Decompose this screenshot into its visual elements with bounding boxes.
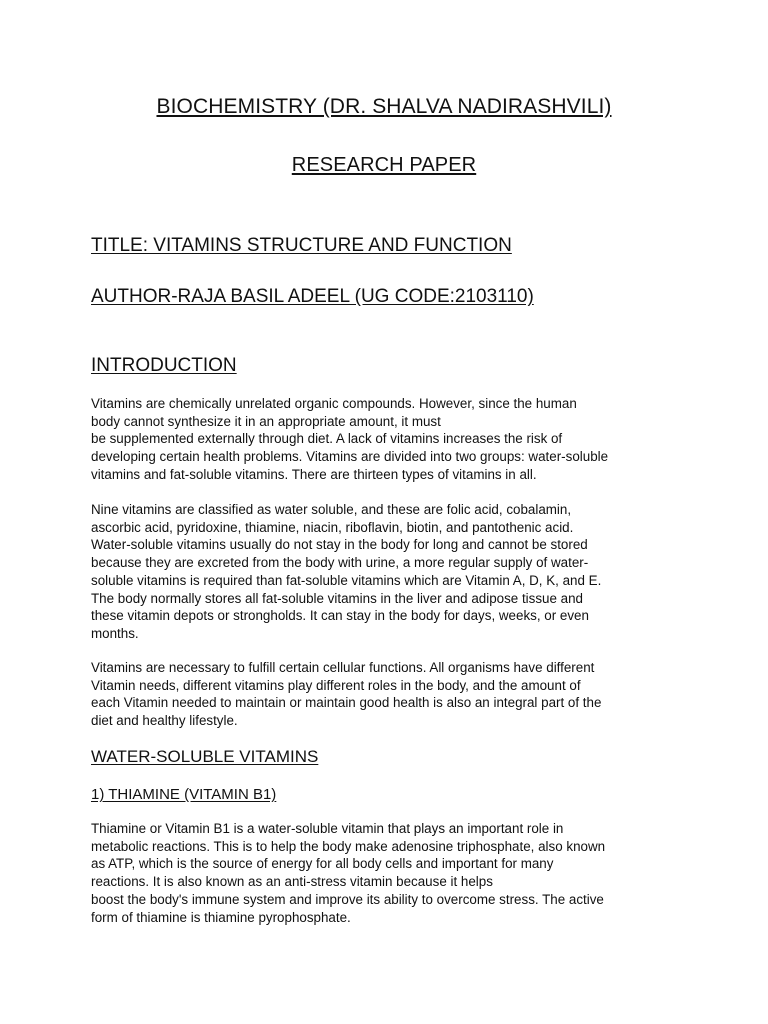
author-line: AUTHOR-RAJA BASIL ADEEL (UG CODE:2103110) xyxy=(91,286,534,307)
course-title: BIOCHEMISTRY (DR. SHALVA NADIRASHVILI) xyxy=(156,95,612,118)
text-line: ascorbic acid, pyridoxine, thiamine, niacin, riboflavin, biotin, and pantothenic acid. xyxy=(91,519,574,535)
intro-paragraph-1 xyxy=(91,395,681,484)
text-line: Vitamins are chemically unrelated organic compounds. However, since the human xyxy=(91,396,577,411)
paper-title: TITLE: VITAMINS STRUCTURE AND FUNCTION xyxy=(91,235,512,256)
text-line: Vitamins are necessary to fulfill certain cellular functions. All organisms have different xyxy=(91,660,595,675)
text-line: each Vitamin needed to maintain or maintain good health is also an integral part of the xyxy=(91,695,602,711)
introduction-heading: INTRODUCTION xyxy=(91,355,237,376)
text-line: developing certain health problems. Vitamins are divided into two groups: water-soluble xyxy=(91,449,609,465)
text-line: body cannot synthesize it in an appropriate amount, it must xyxy=(91,413,441,429)
text-line: Vitamin needs, different vitamins play different roles in the body, and the amount of xyxy=(91,677,581,693)
text-line: be supplemented externally through diet. A lack of vitamins increases the risk of xyxy=(91,431,563,447)
text-line: The body normally stores all fat-soluble vitamins in the liver and adipose tissue and xyxy=(91,590,583,606)
text-line: soluble vitamins is required than fat-soluble vitamins which are Vitamin A, D, K, and E. xyxy=(91,572,602,588)
text-line: diet and healthy lifestyle. xyxy=(91,713,238,729)
text-line: because they are excreted from the body with urine, a more regular supply of water- xyxy=(91,555,589,571)
text-line: as ATP, which is the source of energy for all body cells and important for many xyxy=(91,856,554,872)
text-line: metabolic reactions. This is to help the body make adenosine triphosphate, also known xyxy=(91,838,606,854)
text-line: vitamins and fat-soluble vitamins. There are thirteen types of vitamins in all. xyxy=(91,466,537,482)
text-line: Water-soluble vitamins usually do not stay in the body for long and cannot be stored xyxy=(91,537,588,553)
text-line: form of thiamine is thiamine pyrophosphate. xyxy=(91,909,351,925)
doc-type-heading: RESEARCH PAPER xyxy=(291,154,477,176)
text-line: months. xyxy=(91,625,139,641)
text-line: reactions. It is also known as an anti-stress vitamin because it helps xyxy=(91,874,493,890)
text-line: Nine vitamins are classified as water soluble, and these are folic acid, cobalamin, xyxy=(91,502,572,517)
thiamine-subheading: 1) THIAMINE (VITAMIN B1) xyxy=(91,786,277,803)
text-line: boost the body's immune system and improve its ability to overcome stress. The active xyxy=(91,891,604,907)
intro-paragraph-2 xyxy=(91,501,681,643)
text-line: Thiamine or Vitamin B1 is a water-soluble vitamin that plays an important role in xyxy=(91,821,564,836)
text-line: these vitamin depots or strongholds. It can stay in the body for days, weeks, or even xyxy=(91,608,589,624)
thiamine-paragraph xyxy=(91,820,681,926)
water-soluble-heading: WATER-SOLUBLE VITAMINS xyxy=(91,747,319,766)
intro-paragraph-3 xyxy=(91,659,681,730)
